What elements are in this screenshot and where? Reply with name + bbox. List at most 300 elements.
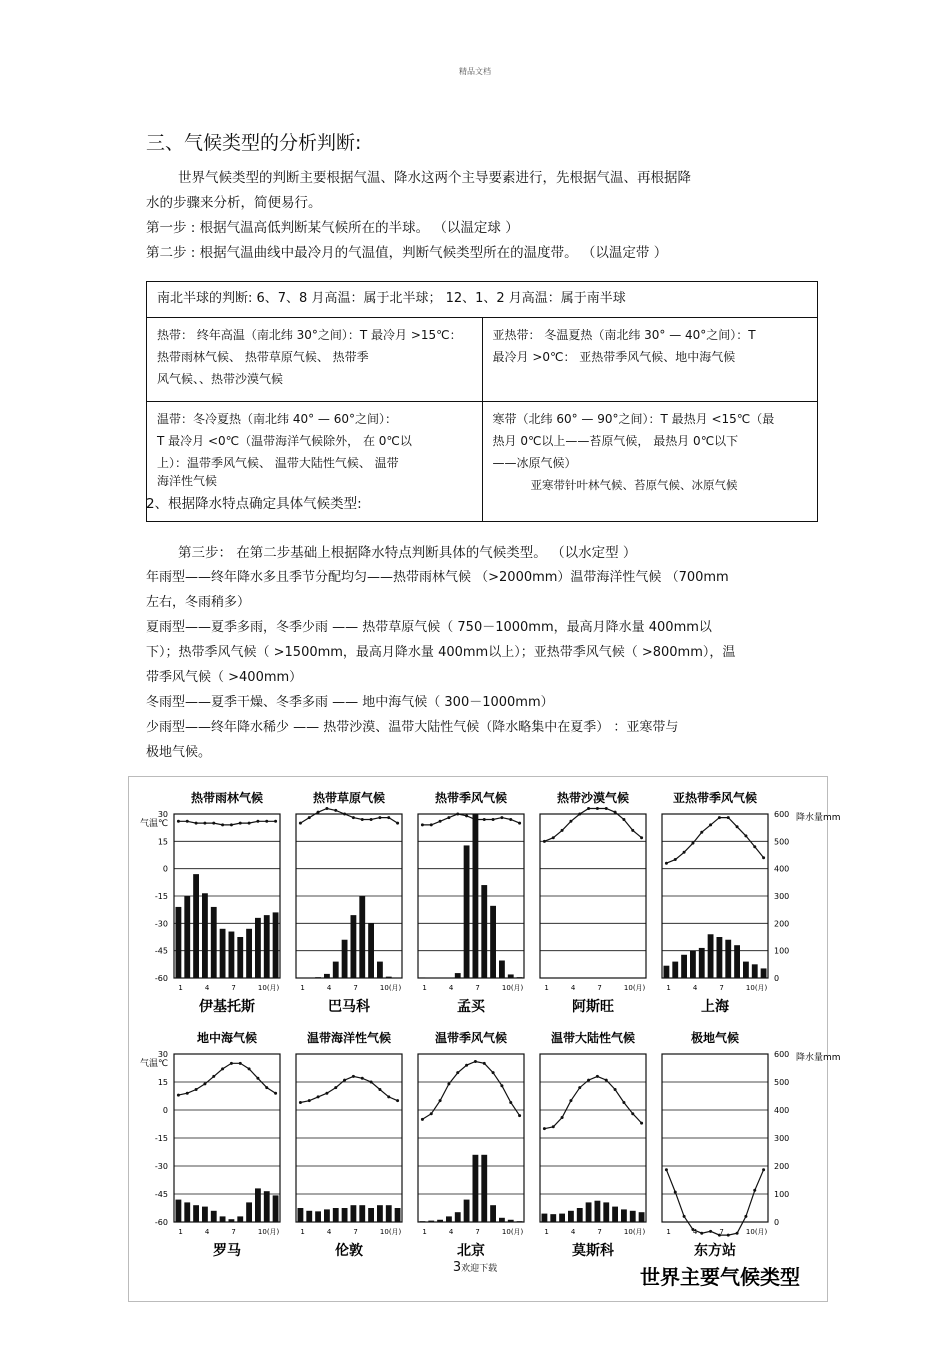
- temperature-point: [177, 1094, 180, 1097]
- precip-bar: [499, 1218, 505, 1222]
- station-name: 莫斯科: [572, 1243, 614, 1259]
- temperature-point: [203, 822, 206, 825]
- temperature-point: [439, 820, 442, 823]
- intro-line-2: 水的步骤来分析，简便易行。: [146, 195, 322, 211]
- temperature-point: [509, 818, 512, 821]
- temperature-point: [325, 807, 328, 810]
- month-tick: 7: [597, 984, 602, 992]
- station-name: 巴马科: [328, 999, 370, 1015]
- temperature-point: [640, 1122, 643, 1125]
- month-tick: 1: [666, 1228, 671, 1236]
- month-tick: 1: [544, 984, 549, 992]
- temperature-point: [186, 1092, 189, 1095]
- precip-bar: [559, 1214, 565, 1222]
- temperature-point: [195, 1088, 198, 1091]
- temperature-point: [736, 1232, 739, 1235]
- precip-bar: [603, 1202, 609, 1222]
- precip-bar: [542, 1214, 548, 1222]
- precip-bar: [359, 896, 365, 978]
- hemisphere-text: 南北半球的判断: 6、7、8 月高温：属于北半球； 12、1、2 月高温：属于南半球: [157, 291, 626, 306]
- subtropical-text-2: 最冷月 >0℃： 亚热带季风气候、地中海气候: [492, 350, 736, 364]
- chart-title: 温带大陆性气候: [550, 1031, 636, 1045]
- temp-tick: -30: [154, 919, 168, 929]
- precip-bar: [428, 1221, 434, 1222]
- station-name: 阿斯旺: [572, 999, 614, 1015]
- precip-bar: [246, 1202, 252, 1222]
- temperature-point: [256, 1077, 259, 1080]
- temperature-point: [631, 1112, 634, 1115]
- precip-bar: [255, 1188, 261, 1222]
- temperature-point: [700, 831, 703, 834]
- month-tick: 10(月): [623, 1228, 646, 1236]
- temperature-point: [552, 836, 555, 839]
- temperature-point: [543, 840, 546, 843]
- temperature-zone-table: [146, 281, 818, 522]
- temp-axis-label: 气温℃: [140, 819, 169, 829]
- subsection-heading: 2、根据降水特点确定具体气候类型:: [146, 496, 362, 512]
- chart-title: 热带季风气候: [434, 791, 508, 805]
- tropical-text-2: 风气候、、热带沙漠气候: [157, 372, 284, 386]
- temperature-point: [439, 1099, 442, 1102]
- precip-bar: [220, 929, 226, 978]
- precip-bar: [246, 929, 252, 978]
- temperature-point: [343, 1079, 346, 1082]
- precip-bar: [455, 973, 461, 978]
- temperature-point: [500, 1084, 503, 1087]
- precip-bar: [761, 968, 767, 978]
- temperate-text-3: 上）：温带季风气候、 温带大陆性气候、 温带: [157, 456, 399, 470]
- station-name: 罗马: [213, 1243, 241, 1259]
- month-tick: 4: [326, 1228, 332, 1236]
- temperature-point: [221, 1067, 224, 1070]
- precip-bar: [743, 962, 749, 978]
- station-name: 孟买: [457, 999, 485, 1015]
- temperature-point: [325, 1092, 328, 1095]
- precip-bar: [708, 934, 714, 978]
- temperature-point: [492, 1071, 495, 1074]
- precip-bar: [464, 1200, 470, 1222]
- station-name: 伊基托斯: [199, 999, 255, 1015]
- temperature-point: [718, 816, 721, 819]
- precip-bar: [237, 937, 243, 978]
- chart-title: 热带草原气候: [312, 791, 386, 805]
- temperature-point: [605, 807, 608, 810]
- month-tick: 1: [178, 984, 183, 992]
- cold-text-2: 热月 0℃以上——苔原气候， 最热月 0℃以下: [492, 434, 739, 448]
- precip-bar: [481, 885, 487, 978]
- temperature-point: [370, 818, 373, 821]
- month-tick: 7: [231, 984, 236, 992]
- month-tick: 10(月): [379, 984, 402, 992]
- station-name: 北京: [457, 1243, 485, 1259]
- page-header: 精品文档: [459, 67, 491, 76]
- precip-bar: [193, 1205, 199, 1222]
- rain-line-3: 夏雨型——夏季多雨，冬季少雨 —— 热带草原气候（ 750－1000mm，最高月降水量 400mm以: [146, 620, 712, 635]
- temperature-point: [203, 1082, 206, 1085]
- station-name: 东方站: [694, 1243, 736, 1259]
- hemisphere-row: [147, 282, 818, 318]
- temperature-point: [396, 1099, 399, 1102]
- precip-bar: [568, 1211, 574, 1222]
- temperature-point: [239, 1062, 242, 1065]
- month-tick: 1: [300, 984, 305, 992]
- month-tick: 7: [475, 1228, 480, 1236]
- temperature-point: [518, 1114, 521, 1117]
- month-tick: 4: [448, 1228, 454, 1236]
- precip-bar: [595, 1201, 601, 1222]
- temperature-point: [334, 809, 337, 812]
- temperature-point: [569, 820, 572, 823]
- temperature-point: [230, 1062, 233, 1065]
- rain-line-8: 极地气候。: [146, 745, 212, 760]
- month-tick: 7: [353, 984, 358, 992]
- precip-bar: [437, 1220, 443, 1222]
- precip-bar: [621, 1209, 627, 1222]
- precip-bar: [333, 962, 339, 978]
- temperature-point: [474, 818, 477, 821]
- temp-tick: 15: [157, 837, 168, 847]
- month-tick: 4: [326, 984, 332, 992]
- temperature-point: [396, 822, 399, 825]
- temperature-point: [265, 1086, 268, 1089]
- precip-bar: [176, 907, 182, 978]
- precip-bar: [229, 1219, 235, 1222]
- precip-tick: 400: [774, 1106, 790, 1115]
- temperature-point: [343, 813, 346, 816]
- month-tick: 10(月): [379, 1228, 402, 1236]
- precip-bar: [368, 1208, 374, 1222]
- precip-bar: [517, 1221, 523, 1222]
- temperature-point: [483, 1062, 486, 1065]
- precip-bar: [351, 1205, 357, 1222]
- precip-bar: [690, 951, 696, 978]
- month-tick: 10(月): [745, 1228, 768, 1236]
- temperature-point: [465, 814, 468, 817]
- month-tick: 1: [544, 1228, 549, 1236]
- temperature-point: [683, 1215, 686, 1218]
- precip-tick: 200: [774, 1162, 790, 1171]
- month-tick: 10(月): [501, 1228, 524, 1236]
- temperature-point: [308, 1099, 311, 1102]
- chart-title: 热带沙漠气候: [556, 791, 630, 805]
- cold-text-4: 亚寒带针叶林气候、苔原气候、冰原气候: [530, 478, 738, 492]
- intro-line-1: 世界气候类型的判断主要根据气温、降水这两个主导要素进行，先根据气温、再根据降: [178, 170, 691, 186]
- precip-bar: [176, 1200, 182, 1222]
- temperature-point: [665, 1168, 668, 1171]
- station-name: 上海: [701, 999, 729, 1015]
- precip-bar: [681, 955, 687, 978]
- precip-bar: [446, 1216, 452, 1222]
- precip-bar: [202, 1207, 208, 1222]
- temperate-text-1: 温带：冬冷夏热（南北纬 40° — 60°之间）：: [157, 412, 397, 426]
- temperature-point: [421, 1118, 424, 1121]
- precip-tick: 300: [774, 1134, 790, 1143]
- precip-bar: [386, 1205, 392, 1222]
- precip-bar: [630, 1211, 636, 1222]
- temperature-point: [665, 862, 668, 865]
- temperature-point: [195, 822, 198, 825]
- month-tick: 4: [570, 984, 576, 992]
- temperature-point: [753, 1189, 756, 1192]
- temperature-point: [387, 816, 390, 819]
- temperature-point: [552, 1125, 555, 1128]
- precip-bar: [490, 906, 496, 978]
- temperature-point: [447, 816, 450, 819]
- temperature-point: [605, 1079, 608, 1082]
- precip-tick: 0: [774, 974, 780, 983]
- temperature-point: [762, 856, 765, 859]
- month-tick: 7: [475, 984, 480, 992]
- precip-bar: [351, 915, 357, 978]
- temperature-point: [274, 820, 277, 823]
- temp-axis-label: 气温℃: [140, 1059, 169, 1069]
- temperature-point: [744, 1215, 747, 1218]
- temperate-text-2: T 最冷月 <0℃（温带海洋气候除外， 在 0℃以: [157, 434, 412, 448]
- temperature-point: [691, 842, 694, 845]
- precip-bar: [306, 1211, 312, 1222]
- precip-bar: [315, 1211, 321, 1222]
- precip-axis-label: 降水量mm: [796, 813, 841, 823]
- month-tick: 10(月): [745, 984, 768, 992]
- precip-bar: [359, 1205, 365, 1222]
- temp-tick: -30: [154, 1162, 168, 1171]
- precip-bar: [481, 1155, 487, 1222]
- precip-tick: 500: [774, 1078, 790, 1087]
- temperature-point: [352, 816, 355, 819]
- temp-tick: -60: [154, 1218, 168, 1227]
- step-two: 第二步 : 根据气温曲线中最冷月的气温值，判断气候类型所在的温度带。 （以温定带 ）: [146, 245, 668, 261]
- precip-bar: [377, 962, 383, 978]
- temperature-point: [308, 816, 311, 819]
- precip-tick: 600: [774, 810, 790, 819]
- temperature-point: [430, 823, 433, 826]
- temp-tick: -60: [154, 974, 168, 983]
- temperature-point: [370, 1081, 373, 1084]
- month-tick: 1: [666, 984, 671, 992]
- temp-tick: -45: [154, 1190, 168, 1199]
- temperature-point: [299, 1101, 302, 1104]
- month-tick: 4: [448, 984, 454, 992]
- temperature-point: [352, 1075, 355, 1078]
- precip-bar: [664, 966, 670, 978]
- precip-bar: [202, 893, 208, 978]
- temp-tick: 15: [157, 1078, 168, 1087]
- precip-tick: 100: [774, 946, 790, 956]
- temperature-point: [744, 834, 747, 837]
- precip-tick: 100: [774, 1190, 790, 1199]
- temperature-point: [640, 836, 643, 839]
- rain-line-6: 冬雨型——夏季干燥、冬季多雨 —— 地中海气候（ 300－1000mm）: [146, 695, 554, 710]
- precip-bar: [386, 977, 392, 978]
- precip-bar: [193, 874, 199, 978]
- step-one: 第一步 : 根据气温高低判断某气候所在的半球。 （以温定球 ）: [146, 220, 519, 236]
- temperature-point: [378, 816, 381, 819]
- temperature-point: [361, 1077, 364, 1080]
- temperature-point: [447, 1082, 450, 1085]
- temperature-point: [230, 823, 233, 826]
- month-tick: 10(月): [501, 984, 524, 992]
- chart-title: 温带季风气候: [434, 1031, 508, 1045]
- climate-charts-figure: [128, 776, 841, 1302]
- tropical-zone-cell: [147, 318, 483, 402]
- chart-title: 热带雨林气候: [190, 791, 264, 805]
- temperature-point: [248, 822, 251, 825]
- precip-bar: [298, 1208, 304, 1222]
- chart-title: 极地气候: [690, 1031, 740, 1045]
- temperature-point: [596, 1075, 599, 1078]
- precip-bar: [612, 1207, 618, 1222]
- figure-title: 世界主要气候类型: [640, 1265, 800, 1289]
- temperature-point: [361, 818, 364, 821]
- rain-line-4: 下）；热带季风气候（ >1500mm，最高月降水量 400mm以上）；亚热带季风气候（ >800mm），温: [146, 645, 736, 660]
- precip-bar: [211, 1211, 217, 1222]
- precip-bar: [550, 1214, 556, 1222]
- temperate-text-4: 海洋性气候: [157, 474, 218, 488]
- precip-bar: [577, 1208, 583, 1222]
- temperature-point: [614, 1088, 617, 1091]
- month-tick: 7: [719, 984, 724, 992]
- subtropical-zone-cell: [482, 318, 818, 402]
- month-tick: 1: [178, 1228, 183, 1236]
- temp-tick: 30: [157, 810, 168, 819]
- temperature-point: [727, 1234, 730, 1237]
- precip-bar: [717, 937, 723, 978]
- rain-line-5: 带季风气候（ >400mm）: [146, 670, 303, 685]
- temperature-point: [614, 811, 617, 814]
- precip-bar: [699, 948, 705, 978]
- step-three: 第三步： 在第二步基础上根据降水特点判断具体的气候类型。 （以水定型 ）: [178, 545, 637, 561]
- precip-bar: [517, 977, 523, 978]
- rain-line-7: 少雨型——终年降水稀少 —— 热带沙漠、温带大陆性气候（降水略集中在夏季） ：亚寒带与: [146, 720, 679, 735]
- section-title: 三、气候类型的分析判断:: [146, 132, 362, 154]
- tropical-text-1: 热带： 终年高温（南北纬 30°之间）：T 最冷月 >15℃：热带雨林气候、 热带草原气候、 热带季: [157, 328, 462, 364]
- temperature-point: [700, 1232, 703, 1235]
- temperature-point: [709, 823, 712, 826]
- temperature-point: [587, 807, 590, 810]
- temperature-point: [177, 820, 180, 823]
- temperature-point: [674, 1191, 677, 1194]
- cold-text-1: 寒带（北纬 60° — 90°之间）：T 最热月 <15℃（最: [492, 412, 775, 426]
- temp-tick: 30: [157, 1050, 168, 1059]
- temperature-point: [456, 813, 459, 816]
- month-tick: 10(月): [623, 984, 646, 992]
- precip-tick: 200: [774, 919, 790, 929]
- temperature-point: [622, 818, 625, 821]
- precip-tick: 600: [774, 1050, 790, 1059]
- precip-bar: [377, 1205, 383, 1222]
- temp-tick: 0: [162, 1106, 168, 1115]
- rain-line-2: 左右，冬雨稍多）: [146, 595, 251, 610]
- temp-tick: -15: [154, 1134, 168, 1143]
- month-tick: 1: [300, 1228, 305, 1236]
- temp-tick: -45: [154, 946, 168, 956]
- precip-bar: [324, 974, 330, 978]
- precip-tick: 0: [774, 1218, 780, 1227]
- temperature-point: [727, 816, 730, 819]
- precip-bar: [734, 945, 740, 978]
- temperature-point: [474, 1060, 477, 1063]
- precip-tick: 400: [774, 864, 790, 874]
- temperature-point: [317, 811, 320, 814]
- precip-bar: [639, 1212, 645, 1222]
- temperature-point: [631, 829, 634, 832]
- precip-tick: 300: [774, 892, 790, 901]
- temperature-point: [736, 825, 739, 828]
- temperature-point: [683, 851, 686, 854]
- temperature-point: [274, 1092, 277, 1095]
- month-tick: 4: [204, 1228, 210, 1236]
- temperature-point: [334, 1086, 337, 1089]
- precip-bar: [473, 814, 479, 978]
- chart-title: 地中海气候: [196, 1031, 258, 1045]
- precip-bar: [455, 1212, 461, 1222]
- month-tick: 7: [597, 1228, 602, 1236]
- precip-bar: [672, 962, 678, 978]
- temperature-point: [561, 1116, 564, 1119]
- temperature-point: [596, 807, 599, 810]
- month-tick: 4: [692, 1228, 698, 1236]
- month-tick: 10(月): [257, 984, 280, 992]
- precip-bar: [315, 977, 321, 978]
- temperature-point: [221, 823, 224, 826]
- temperature-point: [465, 1064, 468, 1067]
- temperature-point: [709, 1230, 712, 1233]
- temperature-point: [492, 818, 495, 821]
- temperature-point: [212, 822, 215, 825]
- month-tick: 4: [692, 984, 698, 992]
- precip-bar: [586, 1202, 592, 1222]
- temperature-point: [561, 829, 564, 832]
- temperature-point: [248, 1067, 251, 1070]
- station-name: 伦敦: [335, 1243, 363, 1259]
- precip-bar: [420, 977, 426, 978]
- precip-bar: [264, 915, 270, 978]
- precip-bar: [324, 1209, 330, 1222]
- temperature-point: [378, 1088, 381, 1091]
- temperature-point: [762, 1168, 765, 1171]
- temperature-point: [317, 1095, 320, 1098]
- temperature-point: [587, 1079, 590, 1082]
- temperature-point: [186, 820, 189, 823]
- month-tick: 10(月): [257, 1228, 280, 1236]
- temperature-point: [674, 858, 677, 861]
- month-tick: 4: [570, 1228, 576, 1236]
- month-tick: 4: [204, 984, 210, 992]
- temperature-point: [622, 1101, 625, 1104]
- precip-bar: [273, 912, 279, 978]
- temperature-point: [578, 813, 581, 816]
- temperature-point: [509, 1101, 512, 1104]
- chart-title: 温带海洋性气候: [306, 1031, 392, 1045]
- temp-tick: -15: [154, 892, 168, 901]
- precip-bar: [333, 1208, 339, 1222]
- rain-line-1: 年雨型——终年降水多且季节分配均匀——热带雨林气候 （>2000mm）温带海洋性气候 （700mm: [146, 570, 729, 585]
- precip-bar: [420, 1221, 426, 1222]
- temperature-point: [212, 1075, 215, 1078]
- temperature-point: [299, 822, 302, 825]
- precip-bar: [752, 964, 758, 978]
- temperature-point: [256, 820, 259, 823]
- precip-axis-label: 降水量mm: [796, 1053, 841, 1063]
- temperature-point: [753, 845, 756, 848]
- precip-bar: [490, 1205, 496, 1222]
- month-tick: 1: [422, 1228, 427, 1236]
- precip-bar: [220, 1216, 226, 1222]
- subtropical-text-1: 亚热带： 冬温夏热（南北纬 30° — 40°之间）：T: [492, 328, 756, 342]
- month-tick: 7: [231, 1228, 236, 1236]
- temperature-point: [456, 1071, 459, 1074]
- precip-bar: [273, 1195, 279, 1222]
